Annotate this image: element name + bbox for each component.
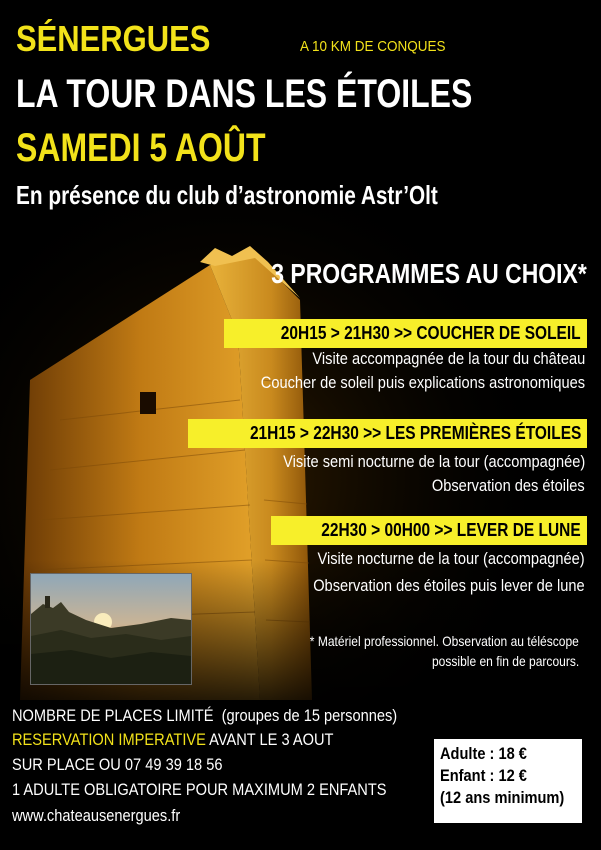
programme-3-title: 22H30 > 00H00 >> LEVER DE LUNE	[271, 516, 587, 545]
child-price: Enfant : 12 €	[440, 766, 527, 785]
programme-2-line-1: Visite semi nocturne de la tour (accompagnée)	[282, 452, 585, 471]
footnote-line-2: possible en fin de parcours.	[431, 653, 579, 669]
event-date: SAMEDI 5 AOÛT	[16, 126, 266, 170]
price-box	[432, 737, 584, 825]
places-info: NOMBRE DE PLACES LIMITÉ (groupes de 15 personnes)	[12, 706, 398, 725]
reservation-info: RESERVATION IMPERATIVE AVANT LE 3 AOUT	[12, 730, 334, 749]
programme-3-line-2: Observation des étoiles puis lever de lune	[313, 576, 585, 595]
adult-rule: 1 ADULTE OBLIGATOIRE POUR MAXIMUM 2 ENFANTS	[12, 780, 387, 799]
contact-info: SUR PLACE OU 07 49 39 18 56	[12, 755, 223, 774]
footnote-line-1: * Matériel professionnel. Observation au téléscope	[309, 633, 579, 649]
programme-2-title: 21H15 > 22H30 >> LES PREMIÈRES ÉTOILES	[188, 419, 587, 448]
programme-1-title: 20H15 > 21H30 >> COUCHER DE SOLEIL	[224, 319, 587, 348]
event-title: LA TOUR DANS LES ÉTOILES	[16, 72, 473, 116]
programme-1-line-1: Visite accompagnée de la tour du château	[312, 349, 585, 368]
club-mention: En présence du club d’astronomie Astr’Olt	[16, 180, 438, 210]
adult-price: Adulte : 18 €	[440, 744, 527, 763]
programmes-heading: 3 PROGRAMMES AU CHOIX*	[271, 258, 587, 289]
sunset-photo	[30, 573, 192, 685]
town-subtitle: A 10 KM DE CONQUES	[300, 38, 446, 55]
programme-1-line-2: Coucher de soleil puis explications astronomiques	[260, 373, 585, 392]
child-age-note: (12 ans minimum)	[440, 788, 565, 807]
programme-2-line-2: Observation des étoiles	[432, 476, 585, 495]
town-name: SÉNERGUES	[16, 18, 211, 59]
programme-3-line-1: Visite nocturne de la tour (accompagnée)	[317, 549, 585, 568]
website-link[interactable]: www.chateausenergues.fr	[12, 806, 181, 825]
